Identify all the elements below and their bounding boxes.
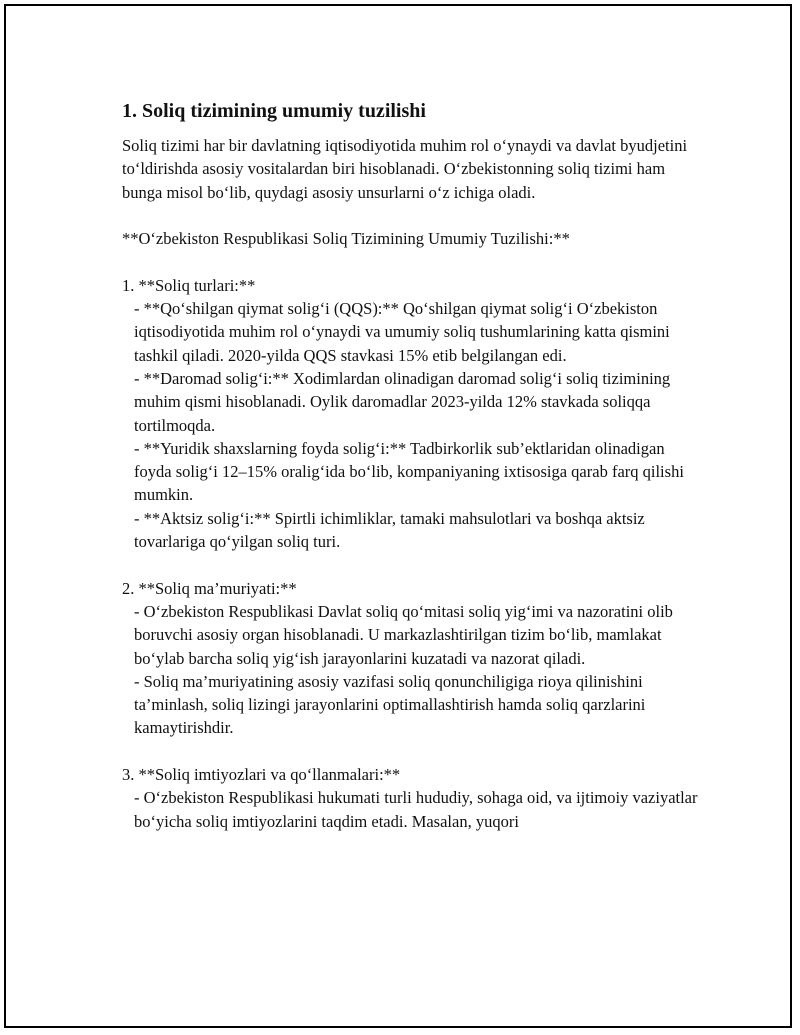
list-item-income-tax: - **Daromad solig‘i:** Xodimlardan olinadigan daromad solig‘i soliq tizimining muhim qismi hisoblanadi. Oylik daromadlar 2023-yilda 12% stavkada soliqqa tortilmoqda. [134,368,671,435]
list-item-tax-committee: - O‘zbekiston Respublikasi Davlat soliq qo‘mitasi soliq yig‘imi va nazoratini olib boruvchi asosiy organ hisoblanadi. U markazlashtirilgan tizim bo‘lib, mamlakat bo‘ylab barcha soliq yig‘ish jarayonlarini kuzatadi va nazorat qiladi. [134,601,673,668]
list-item-profit-tax: - **Yuridik shaxslarning foyda solig‘i:** Tadbirkorlik sub’ektlaridan olinadigan foyda solig‘i 12–15% oralig‘ida bo‘lib, kompaniyaning ixtisosiga qarab farq qilishi mumkin. [134,438,684,505]
structure-heading: **O‘zbekiston Respublikasi Soliq Tizimining Umumiy Tuzilishi:** [122,229,570,249]
list-item-benefits: - O‘zbekiston Respublikasi hukumati turli hududiy, sohaga oid, va ijtimoiy vaziyatlar bo‘yicha soliq imtiyozlarini taqdim etadi. Masalan, yuqori [134,788,698,831]
section-heading-tax-types: 1. **Soliq turlari:** [122,275,256,295]
section-title: 1. Soliq tizimining umumiy tuzilishi [122,100,426,122]
section-heading-administration: 2. **Soliq ma’muriyati:** [122,578,297,598]
section-heading-benefits: 3. **Soliq imtiyozlari va qo‘llanmalari:** [122,765,401,785]
list-item-excise-tax: - **Aktsiz solig‘i:** Spirtli ichimliklar, tamaki mahsulotlari va boshqa aktsiz tovarlariga qo‘yilgan soliq turi. [134,508,645,552]
list-item-admin-tasks: - Soliq ma’muriyatining asosiy vazifasi soliq qonunchiligiga rioya qilinishini ta’minlash, soliq lizingi jarayonlarini optimallashtirish hamda soliq qarzlarini kamaytirishdir. [134,671,646,738]
list-item-vat: - **Qo‘shilgan qiymat solig‘i (QQS):** Qo‘shilgan qiymat solig‘i O‘zbekiston iqtisodiyotida muhim rol o‘ynaydi va umumiy soliq tushumlarining katta qismini tashkil qiladi. 2020-yilda QQS stavkasi 15% etib belgilangan edi. [134,299,670,365]
intro-paragraph: Soliq tizimi har bir davlatning iqtisodiyotida muhim rol o‘ynaydi va davlat byudjetini to‘ldirishda asosiy vositalardan biri hisoblanadi. O‘zbekistonning soliq tizimi ham bunga misol bo‘lib, quydagi asosiy unsurlarni o‘z ichiga oladi. [122,136,688,202]
document-page [4,4,792,1028]
document-content [122,98,702,833]
